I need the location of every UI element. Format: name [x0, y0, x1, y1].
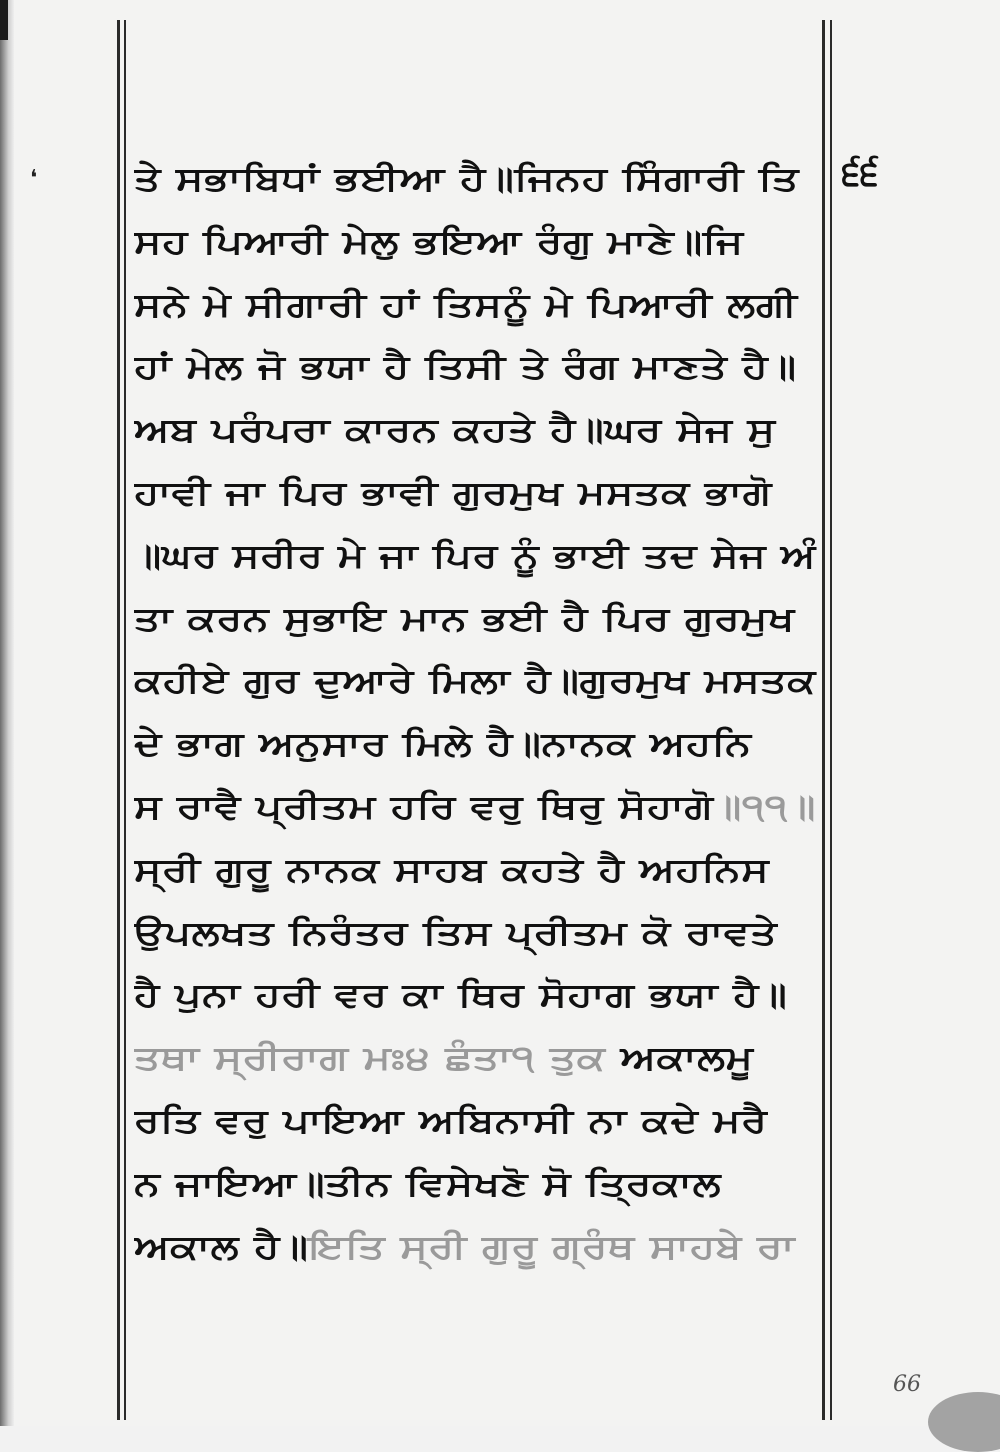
line-text: ਹੈ ਪੁਨਾ ਹਰੀ ਵਰ ਕਾ ਥਿਰ ਸੋਹਾਗ ਭਯਾ ਹੈ॥	[134, 975, 788, 1015]
line-text: ਅਕਾਲ ਹੈ॥	[134, 1226, 309, 1266]
line-text: ਸ੍ਰੀ ਗੁਰੂ ਨਾਨਕ ਸਾਹਬ ਕਹਤੇ ਹੈ ਅਹਨਿਸ	[134, 849, 770, 889]
line-text: ਸ ਰਾਵੈ ਪ੍ਰੀਤਮ ਹਰਿ ਵਰੁ ਥਿਰੁ ਸੋਹਾਗੋ	[134, 786, 714, 826]
line-text: ਨ ਜਾਇਆ॥ਤੀਨ ਵਿਸੇਖਣੋ ਸੋ ਤ੍ਰਿਕਾਲ	[134, 1163, 722, 1203]
text-line	[134, 462, 824, 525]
line-text: ਹਾਵੀ ਜਾ ਪਿਰ ਭਾਵੀ ਗੁਰਮੁਖ ਮਸਤਕ ਭਾਗੋ	[134, 472, 772, 512]
text-line	[134, 713, 824, 776]
text-line	[134, 1216, 824, 1279]
line-text: ਦੇ ਭਾਗ ਅਨੁਸਾਰ ਮਿਲੇ ਹੈ॥ਨਾਨਕ ਅਹਨਿ	[134, 724, 752, 764]
line-text: ਉਪਲਖਤ ਨਿਰੰਤਰ ਤਿਸ ਪ੍ਰੀਤਮ ਕੋ ਰਾਵਤੇ	[134, 912, 778, 952]
line-text: ਸਹ ਪਿਆਰੀ ਮੇਲੁ ਭਇਆ ਰੰਗੁ ਮਾਣੇ॥ਜਿ	[134, 221, 744, 261]
text-line	[134, 588, 824, 651]
text-line	[134, 650, 824, 713]
page-number: 66	[893, 1372, 921, 1397]
line-text: ਹਾਂ ਮੇਲ ਜੋ ਭਯਾ ਹੈ ਤਿਸੀ ਤੇ ਰੰਗ ਮਾਣਤੇ ਹੈ॥	[134, 347, 797, 387]
left-margin-rule-inner	[124, 20, 126, 1420]
line-text: ਤੇ ਸਭਾਬਿਧਾਂ ਭਈਆ ਹੈ॥ਜਿਨਹ ਸਿੰਗਾਰੀ ਤਿ	[134, 159, 800, 198]
text-line	[134, 399, 824, 462]
text-line	[134, 336, 824, 399]
text-line	[134, 839, 824, 902]
binding-shadow	[0, 0, 8, 40]
manuscript-text-block	[134, 148, 824, 1278]
rubric-text: ਤਥਾ ਸ੍ਰੀਰਾਗ ਮਃ੪ ਛੰਤਾ੧ ਤੁਕ	[134, 1038, 621, 1078]
line-text: ਕਹੀਏ ਗੁਰ ਦੁਆਰੇ ਮਿਲਾ ਹੈ॥ਗੁਰਮੁਖ ਮਸਤਕ	[134, 661, 816, 701]
text-line	[134, 1153, 824, 1216]
text-line	[134, 525, 824, 588]
line-text: ਅਬ ਪਰੰਪਰਾ ਕਾਰਨ ਕਹਤੇ ਹੈ॥ਘਰ ਸੇਜ ਸੁ	[134, 410, 776, 450]
line-text: ਰਤਿ ਵਰੁ ਪਾਇਆ ਅਬਿਨਾਸੀ ਨਾ ਕਦੇ ਮਰੈ	[134, 1100, 768, 1140]
text-line	[134, 776, 824, 839]
line-text: ਅਕਾਲਮੂ	[620, 1038, 754, 1078]
line-text: ਤਾ ਕਰਨ ਸੁਭਾਇ ਮਾਨ ਭਈ ਹੈ ਪਿਰ ਗੁਰਮੁਖ	[134, 598, 795, 638]
rubric-text: ॥੧੧॥	[713, 786, 816, 826]
margin-mark: ❛	[30, 166, 38, 191]
rubric-text: ਇਤਿ ਸ੍ਰੀ ਗੁਰੂ ਗ੍ਰੰਥ ਸਾਹਬੇ ਰਾ	[308, 1226, 796, 1266]
page-binding-edge	[0, 0, 14, 1426]
text-line	[134, 1090, 824, 1153]
corner-stain	[928, 1392, 1000, 1452]
folio-number: ੬੬	[842, 152, 879, 193]
text-line	[134, 148, 824, 211]
left-margin-rule	[117, 20, 120, 1420]
text-line	[134, 211, 824, 274]
line-text: ॥ਘਰ ਸਰੀਰ ਮੇ ਜਾ ਪਿਰ ਨੂੰ ਭਾਈ ਤਦ ਸੇਜ ਅੰ	[134, 535, 816, 575]
right-margin-rule-outer	[830, 20, 832, 1420]
text-line	[134, 902, 824, 965]
line-text: ਸਨੇ ਮੇ ਸੀਗਾਰੀ ਹਾਂ ਤਿਸਨੂੰ ਮੇ ਪਿਆਰੀ ਲਗੀ	[134, 284, 798, 324]
text-line	[134, 274, 824, 337]
text-line	[134, 1027, 824, 1090]
text-line	[134, 964, 824, 1027]
